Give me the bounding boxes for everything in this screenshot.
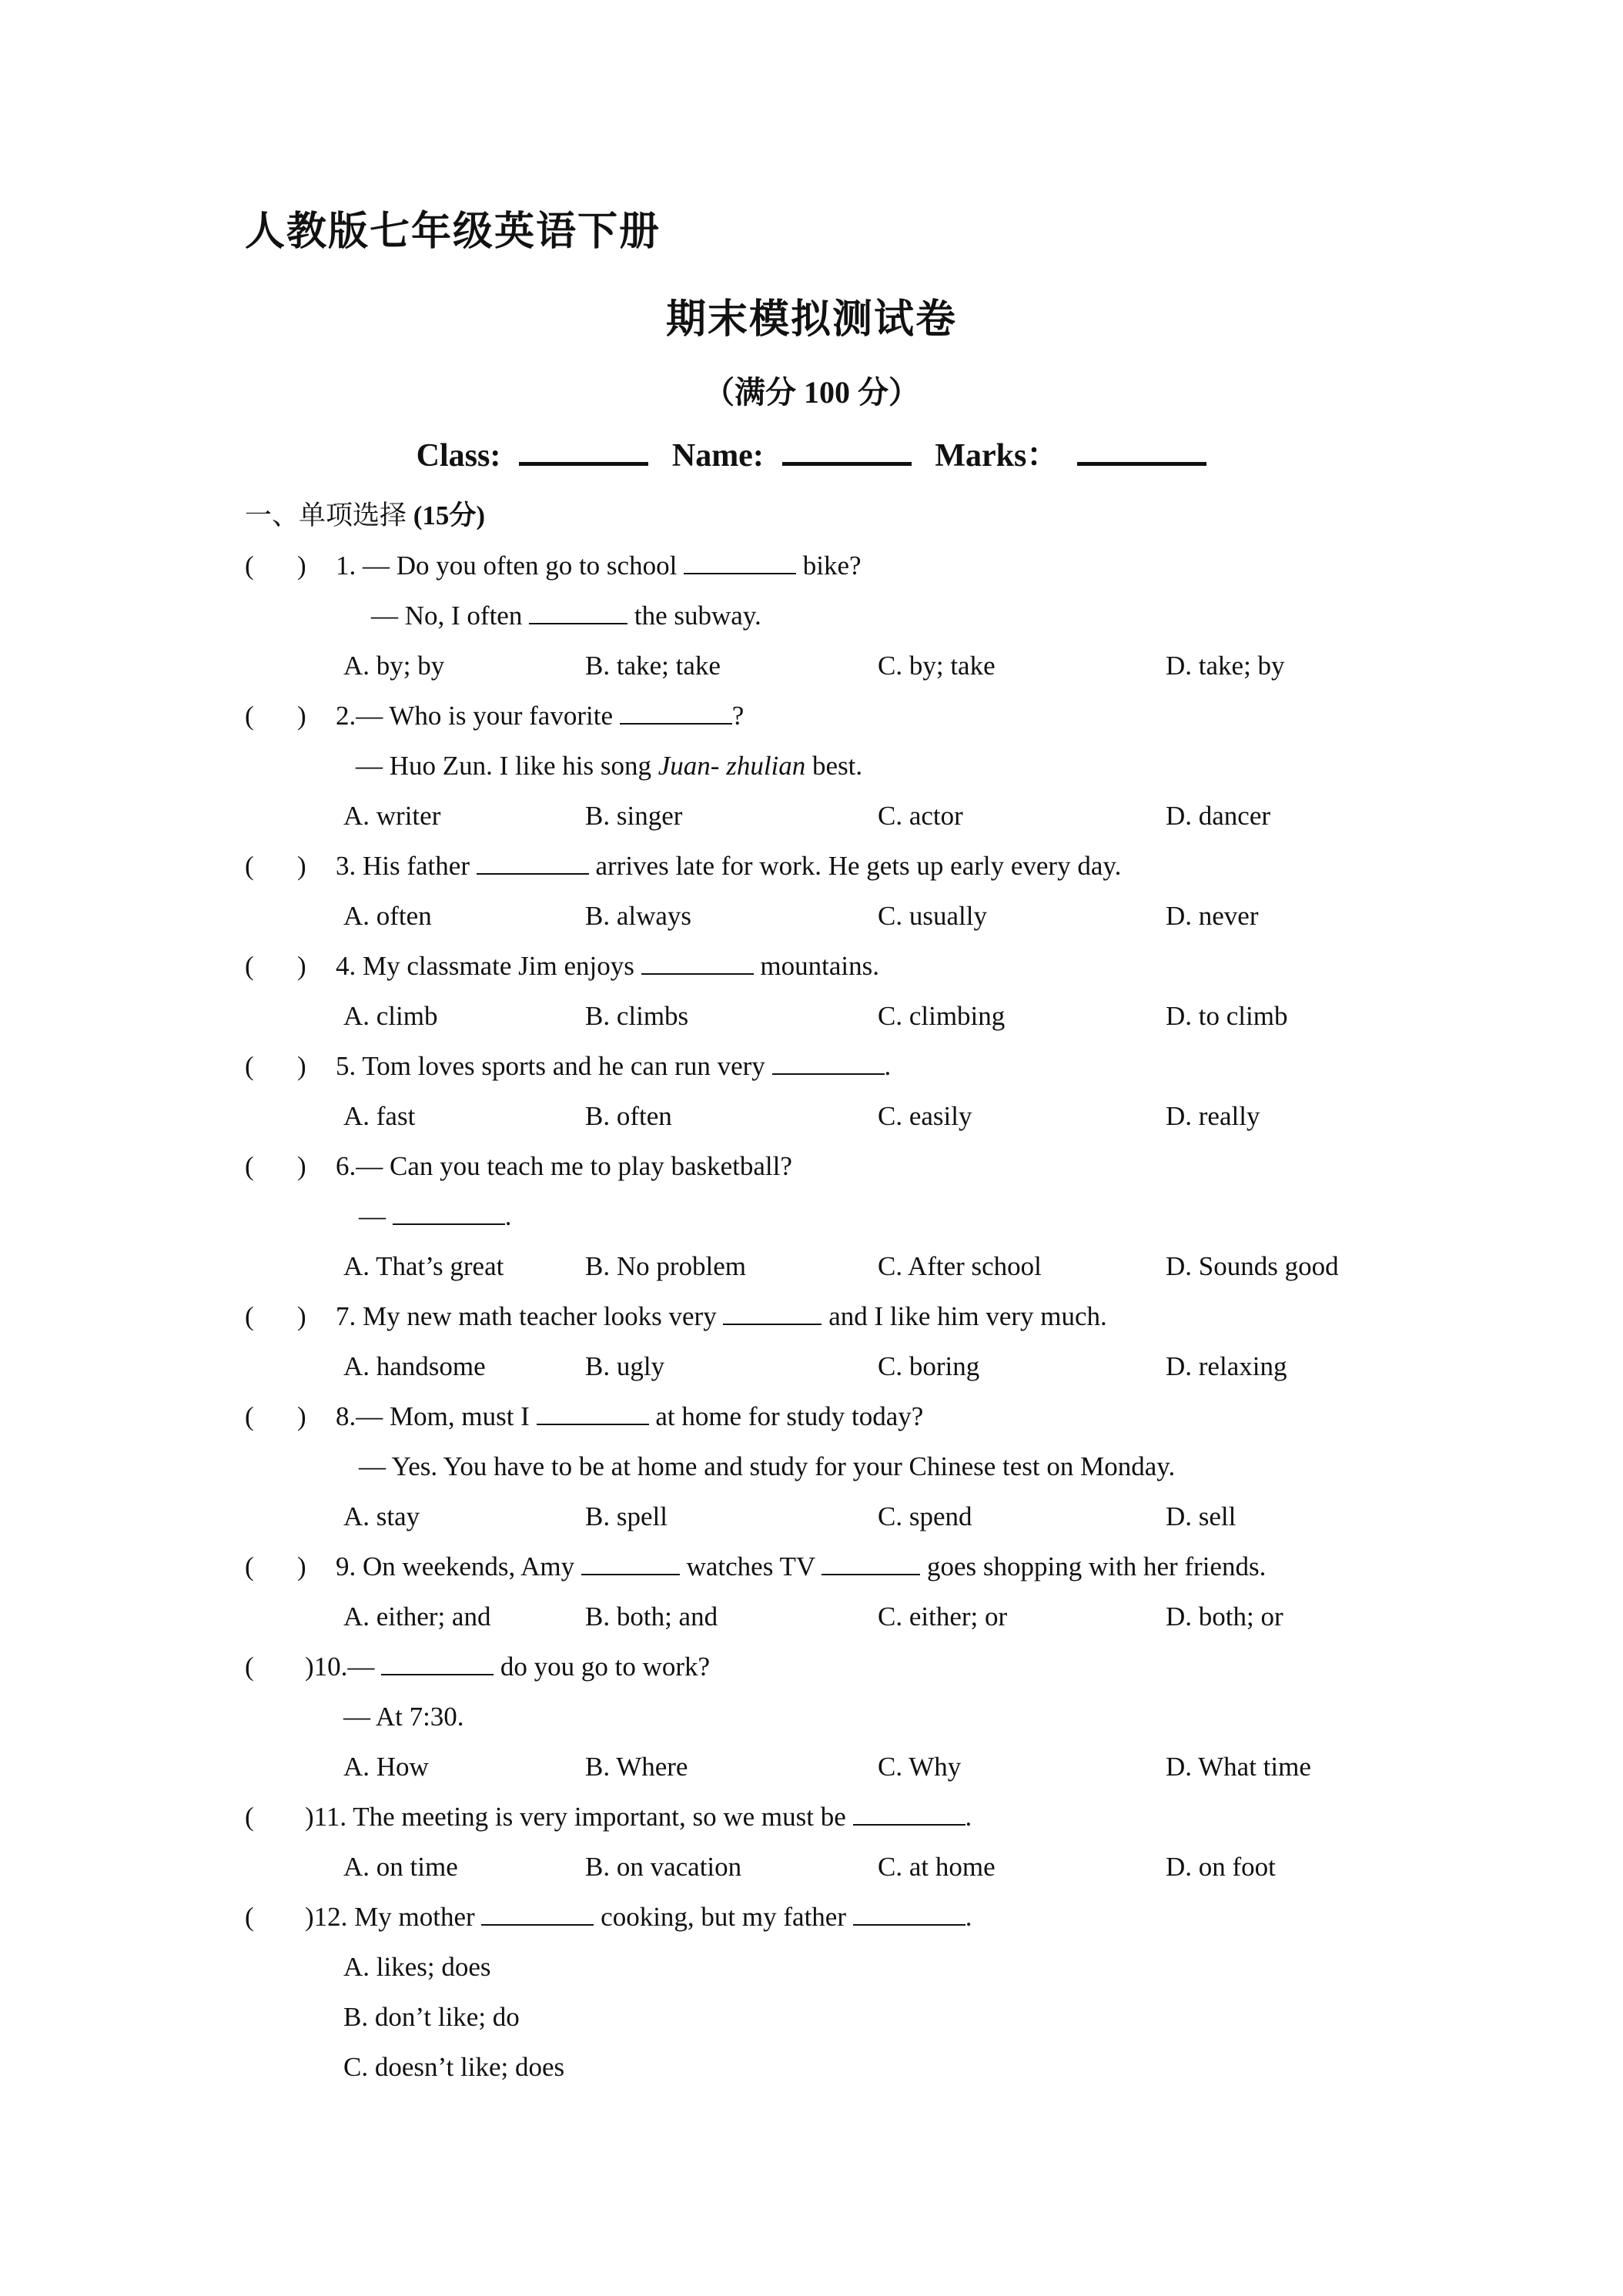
option-b[interactable]: B. take; take — [585, 651, 721, 681]
option-d[interactable]: D. take; by — [1166, 651, 1285, 681]
question-stem: )10.— do you go to work? — [305, 1652, 711, 1682]
question-stem: 6.— Can you teach me to play basketball? — [336, 1151, 792, 1181]
option-d[interactable]: D. never — [1166, 901, 1259, 931]
answer-paren-close: ) — [297, 951, 306, 981]
question-stem: 2.— Who is your favorite ? — [336, 701, 745, 731]
option-c[interactable]: C. actor — [878, 801, 963, 831]
option-a[interactable]: A. That’s great — [343, 1251, 504, 1281]
option-c[interactable]: C. doesn’t like; does — [343, 2052, 565, 2082]
option-a[interactable]: A. by; by — [343, 651, 445, 681]
option-a[interactable]: A. climb — [343, 1001, 438, 1031]
question-stem: 9. On weekends, Amy watches TV goes shopping with her friends. — [336, 1551, 1267, 1581]
option-d[interactable]: D. Sounds good — [1166, 1251, 1339, 1281]
answer-paren-open[interactable]: ( — [245, 551, 254, 581]
question-stem: 7. My new math teacher looks very and I like him very much. — [336, 1301, 1107, 1331]
question-stem: )11. The meeting is very important, so we must be . — [305, 1802, 972, 1832]
answer-paren-close: ) — [297, 851, 306, 881]
answer-paren-close: ) — [297, 1051, 306, 1081]
question-stem: 3. His father arrives late for work. He gets up early every day. — [336, 851, 1122, 881]
answer-paren-open[interactable]: ( — [245, 1401, 254, 1431]
answer-paren-open[interactable]: ( — [245, 951, 254, 981]
option-c[interactable]: C. usually — [878, 901, 987, 931]
option-a[interactable]: A. on time — [343, 1852, 458, 1882]
full-marks-note: （满分 100 分） — [704, 375, 919, 410]
option-a[interactable]: A. stay — [343, 1501, 420, 1531]
name-blank[interactable] — [782, 431, 912, 466]
option-c[interactable]: C. at home — [878, 1852, 996, 1882]
option-c[interactable]: C. climbing — [878, 1001, 1006, 1031]
question-response: — At 7:30. — [343, 1702, 464, 1732]
section-points: (15分) — [413, 500, 486, 530]
answer-paren-open[interactable]: ( — [245, 1151, 254, 1181]
exam-title: 期末模拟测试卷 — [665, 296, 957, 343]
option-a[interactable]: A. handsome — [343, 1351, 486, 1381]
option-c[interactable]: C. easily — [878, 1101, 972, 1131]
answer-paren-open[interactable]: ( — [245, 1652, 254, 1682]
question-response: — Huo Zun. I like his song Juan- zhulian best. — [356, 751, 863, 781]
answer-paren-open[interactable]: ( — [245, 1301, 254, 1331]
option-a[interactable]: A. either; and — [343, 1602, 491, 1632]
option-b[interactable]: B. No problem — [585, 1251, 747, 1281]
option-d[interactable]: D. really — [1166, 1101, 1260, 1131]
option-a[interactable]: A. fast — [343, 1101, 416, 1131]
option-b[interactable]: B. often — [585, 1101, 672, 1131]
question-response: — Yes. You have to be at home and study for your Chinese test on Monday. — [359, 1451, 1176, 1481]
option-b[interactable]: B. singer — [585, 801, 683, 831]
option-c[interactable]: C. by; take — [878, 651, 996, 681]
option-d[interactable]: D. What time — [1166, 1752, 1311, 1782]
option-c[interactable]: C. After school — [878, 1251, 1042, 1281]
name-label: Name: — [671, 438, 764, 474]
question-stem: 5. Tom loves sports and he can run very . — [336, 1051, 892, 1081]
option-d[interactable]: D. sell — [1166, 1501, 1236, 1531]
option-a[interactable]: A. How — [343, 1752, 429, 1782]
question-stem: 8.— Mom, must I at home for study today? — [336, 1401, 924, 1431]
option-d[interactable]: D. both; or — [1166, 1602, 1283, 1632]
option-c[interactable]: C. boring — [878, 1351, 980, 1381]
option-a[interactable]: A. likes; does — [343, 1952, 491, 1982]
option-b[interactable]: B. ugly — [585, 1351, 665, 1381]
option-d[interactable]: D. dancer — [1166, 801, 1271, 831]
section-title: 一、单项选择 — [245, 500, 407, 530]
question-response: — . — [359, 1201, 512, 1231]
answer-paren-open[interactable]: ( — [245, 701, 254, 731]
option-c[interactable]: C. Why — [878, 1752, 962, 1782]
answer-paren-close: ) — [297, 1151, 306, 1181]
marks-blank[interactable] — [1077, 431, 1206, 466]
answer-paren-open[interactable]: ( — [245, 1051, 254, 1081]
option-b[interactable]: B. spell — [585, 1501, 668, 1531]
option-c[interactable]: C. either; or — [878, 1602, 1008, 1632]
marks-label: Marks： — [935, 438, 1059, 474]
option-d[interactable]: D. on foot — [1166, 1852, 1276, 1882]
answer-paren-close: ) — [297, 1551, 306, 1581]
question-stem: )12. My mother cooking, but my father . — [305, 1902, 972, 1932]
question-stem: 1. — Do you often go to school bike? — [336, 551, 862, 581]
option-b[interactable]: B. don’t like; do — [343, 2002, 520, 2032]
option-b[interactable]: B. Where — [585, 1752, 688, 1782]
class-blank[interactable] — [519, 431, 648, 466]
answer-paren-open[interactable]: ( — [245, 1802, 254, 1832]
option-a[interactable]: A. often — [343, 901, 432, 931]
option-d[interactable]: D. relaxing — [1166, 1351, 1287, 1381]
section-heading — [245, 494, 485, 533]
option-c[interactable]: C. spend — [878, 1501, 972, 1531]
option-a[interactable]: A. writer — [343, 801, 441, 831]
option-b[interactable]: B. climbs — [585, 1001, 689, 1031]
question-response: — No, I often the subway. — [371, 601, 761, 631]
option-b[interactable]: B. always — [585, 901, 692, 931]
answer-paren-close: ) — [297, 1401, 306, 1431]
answer-paren-close: ) — [297, 551, 306, 581]
option-d[interactable]: D. to climb — [1166, 1001, 1288, 1031]
student-info-line — [0, 430, 1623, 476]
answer-paren-open[interactable]: ( — [245, 851, 254, 881]
option-b[interactable]: B. both; and — [585, 1602, 718, 1632]
answer-paren-close: ) — [297, 1301, 306, 1331]
answer-paren-open[interactable]: ( — [245, 1902, 254, 1932]
question-stem: 4. My classmate Jim enjoys mountains. — [336, 951, 879, 981]
document-title: 人教版七年级英语下册 — [245, 208, 661, 255]
class-label: Class: — [416, 438, 501, 474]
answer-paren-open[interactable]: ( — [245, 1551, 254, 1581]
answer-paren-close: ) — [297, 701, 306, 731]
option-b[interactable]: B. on vacation — [585, 1852, 742, 1882]
